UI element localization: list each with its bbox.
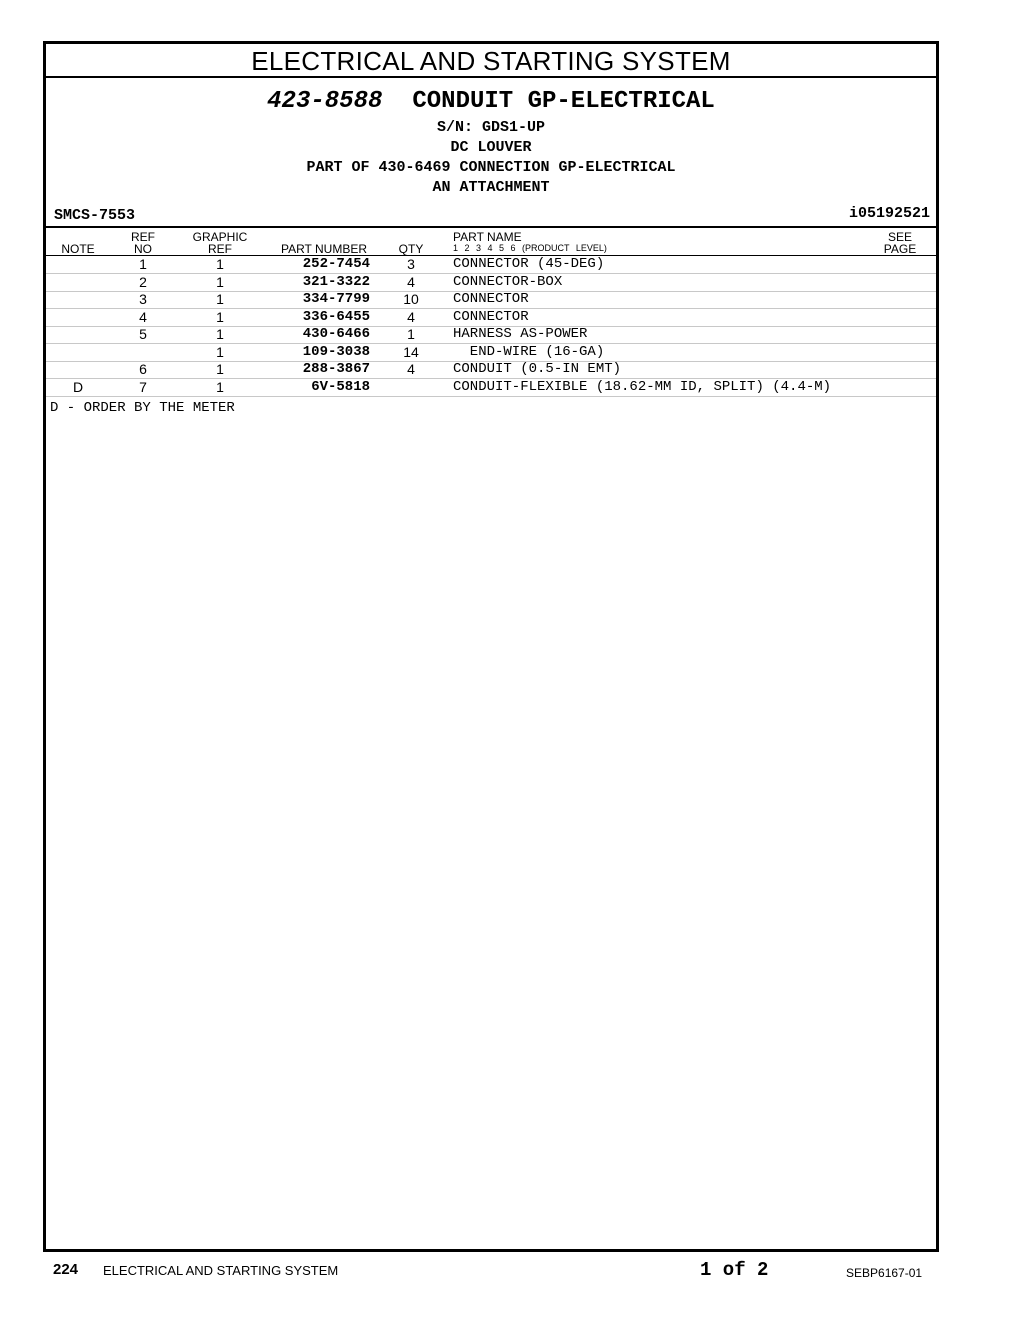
graphic-ref-cell: 1	[216, 273, 224, 290]
part-number-cell: 6V-5818	[311, 378, 370, 395]
col-see-bottom: PAGE	[883, 242, 917, 256]
part-number-cell: 336-6455	[302, 308, 370, 325]
part-name-cell: CONDUIT-FLEXIBLE (18.62-MM ID, SPLIT) (4.4-M)	[453, 378, 832, 395]
graphic-ref-cell: 1	[216, 326, 224, 342]
col-qty: QTY	[398, 242, 424, 256]
part-number-cell: 109-3038	[302, 343, 370, 360]
table-row	[46, 309, 936, 327]
table-row	[46, 361, 936, 379]
part-number-cell: 430-6466	[302, 326, 370, 342]
col-graphic-top: GRAPHIC	[192, 230, 248, 244]
group-title	[46, 88, 936, 115]
header-rule-top	[46, 226, 936, 228]
part-name-cell: HARNESS AS-POWER	[453, 326, 588, 342]
footer-page-number: 224	[53, 1261, 79, 1278]
graphic-ref-cell: 1	[216, 308, 224, 325]
ref-cell: 3	[139, 291, 147, 307]
group-part-number: 423-8588	[267, 88, 383, 115]
col-see-top: SEE	[887, 230, 912, 244]
graphic-ref-cell: 1	[216, 378, 224, 395]
part-number-cell: 288-3867	[302, 361, 370, 377]
qty-cell: 4	[407, 308, 415, 325]
table-row	[46, 379, 936, 397]
smcs-code: SMCS-7553	[54, 207, 136, 224]
table-row	[46, 291, 936, 309]
qty-cell: 4	[407, 273, 415, 290]
illustration-id: i05192521	[848, 205, 930, 222]
qty-cell: 10	[403, 291, 419, 307]
part-name-cell: CONNECTOR	[453, 308, 529, 325]
col-part-number: PART NUMBER	[280, 242, 367, 256]
col-graphic	[186, 231, 254, 255]
footer-section: ELECTRICAL AND STARTING SYSTEM	[103, 1263, 339, 1278]
footnote: D - ORDER BY THE METER	[50, 400, 235, 416]
product-levels: 1 2 3 4 5 6 (PRODUCT LEVEL)	[453, 243, 607, 253]
col-ref-top: REF	[131, 230, 155, 244]
col-graphic-bottom: REF	[208, 242, 232, 256]
graphic-ref-cell: 1	[216, 361, 224, 377]
part-name-cell: CONNECTOR (45-DEG)	[453, 256, 605, 272]
graphic-ref-cell: 1	[216, 256, 224, 272]
page-frame	[43, 41, 939, 1252]
table-row	[46, 326, 936, 344]
footer-sheet: 1 of 2	[700, 1259, 769, 1281]
attachment-line: AN ATTACHMENT	[432, 179, 550, 196]
part-of-line: PART OF 430-6469 CONNECTION GP-ELECTRICAL	[306, 159, 676, 176]
part-name-cell: CONNECTOR-BOX	[453, 273, 563, 290]
group-name: CONDUIT GP-ELECTRICAL	[412, 88, 715, 115]
ref-cell: 6	[139, 361, 147, 377]
table-row	[46, 256, 936, 274]
part-name-cell: CONNECTOR	[453, 291, 529, 307]
part-name-cell: CONDUIT (0.5-IN EMT)	[453, 361, 622, 377]
ref-cell: 2	[139, 273, 147, 290]
note-cell: D	[72, 378, 84, 395]
part-number-cell: 334-7799	[302, 291, 370, 307]
graphic-ref-cell: 1	[216, 291, 224, 307]
graphic-ref-cell: 1	[216, 343, 224, 360]
section-title: ELECTRICAL AND STARTING SYSTEM	[46, 44, 936, 78]
part-name-cell: END-WIRE (16-GA)	[453, 343, 605, 360]
qty-cell: 14	[403, 343, 419, 360]
table-row	[46, 274, 936, 292]
qty-cell: 4	[407, 361, 415, 377]
col-part-name: PART NAME	[453, 230, 522, 244]
serial-number: S/N: GDS1-UP	[436, 119, 546, 136]
table-row	[46, 344, 936, 362]
col-ref	[126, 231, 160, 255]
ref-cell: 5	[139, 326, 147, 342]
qty-cell: 1	[407, 326, 415, 342]
col-ref-bottom: NO	[134, 242, 152, 256]
ref-cell: 4	[139, 308, 147, 325]
col-see-page	[878, 231, 922, 255]
part-number-cell: 252-7454	[302, 256, 370, 272]
ref-cell: 7	[139, 378, 147, 395]
col-note: NOTE	[61, 242, 95, 256]
part-number-cell: 321-3322	[302, 273, 370, 290]
ref-cell: 1	[139, 256, 147, 272]
footer-doc-id: SEBP6167-01	[846, 1266, 923, 1280]
qty-cell: 3	[407, 256, 415, 272]
model-name: DC LOUVER	[450, 139, 532, 156]
